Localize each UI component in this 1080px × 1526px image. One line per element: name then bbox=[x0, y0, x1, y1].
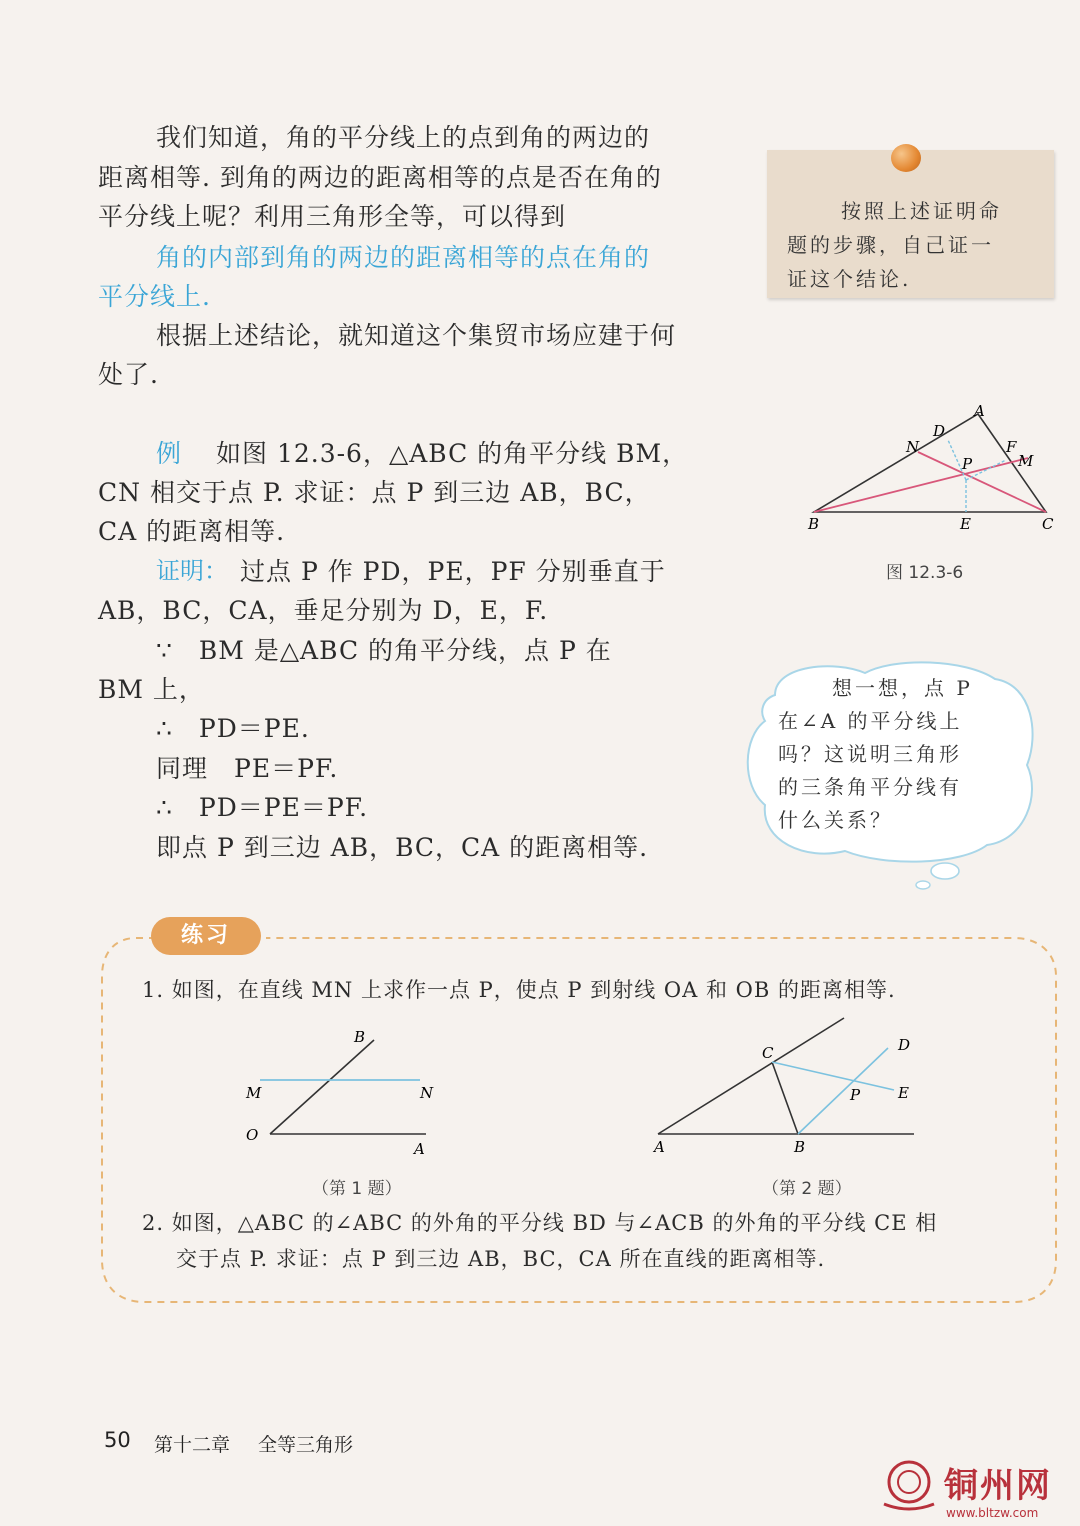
bisector-bd bbox=[798, 1048, 888, 1134]
proof-label: 证明： bbox=[156, 557, 228, 585]
note-line: 题的步骤，自己证一 bbox=[787, 233, 994, 257]
paragraph-line: 处了. bbox=[98, 360, 159, 389]
label-f: F bbox=[1006, 438, 1017, 456]
label-d: D bbox=[933, 422, 946, 440]
sticky-note bbox=[767, 150, 1054, 298]
cloud-line: 在∠A 的平分线上 bbox=[778, 709, 963, 733]
label-n: N bbox=[420, 1084, 434, 1102]
cloud-line: 吗？这说明三角形 bbox=[778, 742, 962, 766]
page-number: 50 bbox=[104, 1428, 131, 1452]
note-text bbox=[787, 194, 1037, 296]
example-line: CN 相交于点 P. 求证：点 P 到三边 AB，BC， bbox=[98, 478, 651, 507]
cloud-bubble bbox=[916, 881, 930, 889]
paragraph-line: 根据上述结论，就知道这个集贸市场应建于何 bbox=[156, 321, 677, 350]
segment-bc bbox=[772, 1062, 798, 1134]
label-e: E bbox=[960, 515, 971, 533]
label-m: M bbox=[1018, 452, 1034, 470]
label-a: A bbox=[414, 1140, 425, 1158]
pushpin-icon bbox=[891, 144, 921, 172]
theorem-line: 角的内部到角的两边的距离相等的点在角的 bbox=[156, 243, 651, 272]
proof-line: ∴ PD＝PE. bbox=[156, 714, 310, 743]
watermark-name: 铜州网 bbox=[944, 1466, 1052, 1506]
cloud-line: 的三条角平分线有 bbox=[778, 775, 962, 799]
label-a: A bbox=[654, 1138, 665, 1156]
label-c: C bbox=[762, 1044, 774, 1062]
label-e: E bbox=[898, 1084, 909, 1102]
proof-line: AB，BC，CA，垂足分别为 D，E，F. bbox=[98, 596, 549, 625]
note-line: 证这个结论. bbox=[787, 267, 912, 291]
question-1: 1. 如图，在直线 MN 上求作一点 P，使点 P 到射线 OA 和 OB 的距离相等. bbox=[142, 978, 896, 1002]
theorem-line: 平分线上. bbox=[98, 282, 211, 311]
cloud-bubble bbox=[931, 863, 959, 879]
triangle-figure bbox=[800, 398, 1070, 538]
question-2-cont: 交于点 P. 求证：点 P 到三边 AB，BC，CA 所在直线的距离相等. bbox=[176, 1247, 826, 1271]
paragraph-line: 距离相等. 到角的两边的距离相等的点是否在角的 bbox=[98, 163, 662, 192]
watermark-logo-icon bbox=[876, 1456, 942, 1514]
proof-line: ∵ BM 是△ABC 的角平分线，点 P 在 bbox=[156, 636, 612, 665]
watermark-url: www.bltzw.com bbox=[946, 1506, 1039, 1520]
bisector-bm bbox=[814, 458, 1028, 512]
bisector-ce bbox=[772, 1062, 894, 1090]
proof-line: ∴ PD＝PE＝PF. bbox=[156, 793, 369, 822]
paragraph-line: 我们知道，角的平分线上的点到角的两边的 bbox=[156, 123, 651, 152]
figure-2-caption: （第 2 题） bbox=[762, 1179, 852, 1199]
figure-caption: 图 12.3-6 bbox=[886, 563, 964, 583]
cloud-text bbox=[778, 672, 998, 837]
label-m: M bbox=[246, 1084, 262, 1102]
proof-line: BM 上， bbox=[98, 675, 205, 704]
example-label: 例 bbox=[156, 439, 182, 468]
label-o: O bbox=[246, 1126, 259, 1144]
cloud-line: 想一想，点 P bbox=[832, 676, 973, 700]
proof-line: 即点 P 到三边 AB，BC，CA 的距离相等. bbox=[156, 833, 649, 862]
label-p: P bbox=[850, 1086, 861, 1104]
ray-ob bbox=[270, 1040, 374, 1134]
figure-1-caption: （第 1 题） bbox=[312, 1179, 402, 1199]
exercise-figure-2 bbox=[646, 1012, 926, 1162]
example-line: 如图 12.3-6，△ABC 的角平分线 BM， bbox=[216, 439, 689, 468]
note-line: 按照上述证明命 bbox=[841, 199, 1002, 223]
label-b: B bbox=[354, 1028, 366, 1046]
chapter-title: 全等三角形 bbox=[258, 1434, 354, 1456]
cloud-line: 什么关系？ bbox=[778, 808, 893, 832]
label-p: P bbox=[962, 455, 973, 473]
paragraph-line: 平分线上呢？利用三角形全等，可以得到 bbox=[98, 202, 567, 231]
label-a: A bbox=[974, 402, 985, 420]
example-line: CA 的距离相等. bbox=[98, 517, 286, 546]
label-c: C bbox=[1042, 515, 1054, 533]
label-b: B bbox=[794, 1138, 806, 1156]
label-b: B bbox=[808, 515, 820, 533]
chapter-label: 第十二章 bbox=[154, 1434, 231, 1456]
exercise-tab: 练习 bbox=[151, 917, 261, 955]
label-n: N bbox=[906, 438, 920, 456]
proof-line: 同理 PE＝PF. bbox=[156, 754, 339, 783]
proof-line: 过点 P 作 PD，PE，PF 分别垂直于 bbox=[240, 557, 666, 586]
label-d: D bbox=[898, 1036, 911, 1054]
question-2: 2. 如图，△ABC 的∠ABC 的外角的平分线 BD 与∠ACB 的外角的平分线 CE 相 bbox=[142, 1211, 938, 1235]
exercise-figure-1 bbox=[236, 1022, 456, 1162]
